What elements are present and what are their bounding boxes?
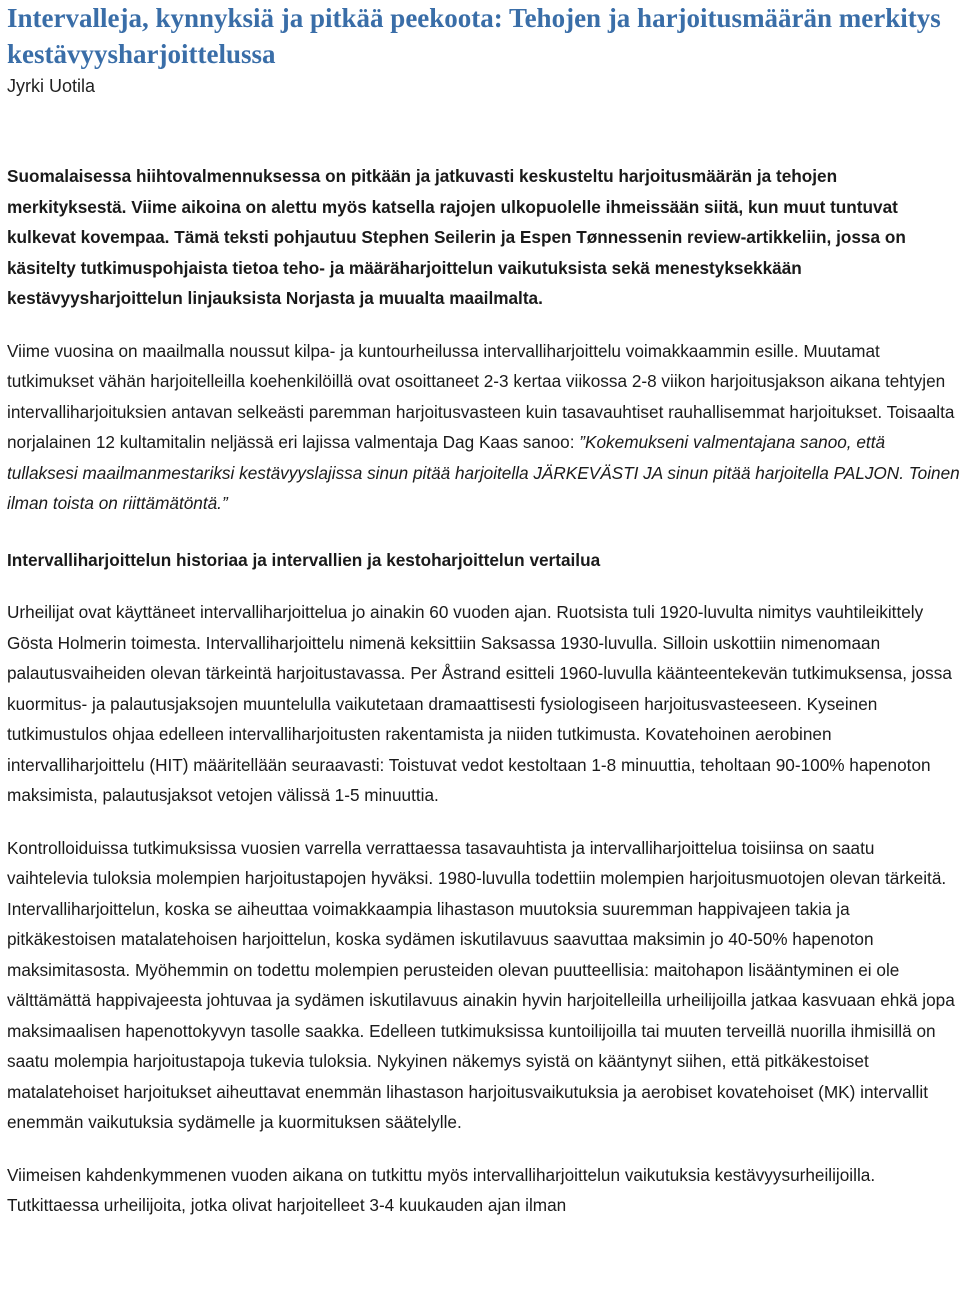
document-page	[7, 0, 960, 1221]
paragraph-interval-popularity	[7, 336, 960, 519]
section-heading: Intervalliharjoittelun historiaa ja intervallien ja kestoharjoittelun vertailua	[7, 549, 601, 570]
intro-source-text: Tämä teksti pohjautuu Stephen Seilerin ja Espen Tønnessenin review-artikkeliin, jossa on käsitelty tutkimuspohjaista tietoa teho- ja määräharjoittelun vaikutuksista sekä menestyksekkään kestävyysharjoittelun linjauksista Norjasta ja muualta maailmalta.	[7, 227, 906, 308]
coach-quote: ”Kokemukseni valmentajana sanoo, että tullaksesi maailmanmestariksi kestävyyslajissa sinun pitää harjoitella JÄRKEVÄSTI JA sinun pitää harjoitella PALJON. Toinen ilman toista on riittämätöntä.”	[7, 432, 960, 513]
page-title: Intervalleja, kynnyksiä ja pitkää peekoota: Tehojen ja harjoitusmäärän merkitys kestävyysharjoittelussa	[7, 3, 941, 69]
intro-bold-text: Suomalaisessa hiihtovalmennuksessa on pitkään ja jatkuvasti keskusteltu harjoitusmäärän ja tehojen merkityksestä. Viime aikoina on alettu myös katsella rajojen ulkopuolelle ihmeissään siitä, kun muut tuntuvat kulkevat kovempaa.	[7, 166, 898, 247]
paragraph-text: Viime vuosina on maailmalla noussut kilpa- ja kuntourheilussa intervalliharjoittelu voimakkaammin esille. Muutamat tutkimukset vähän harjoitelleilla koehenkilöillä ovat osoittaneet 2-3 kertaa viikossa 2-8 viikon harjoitusjakson aikana tehtyjen intervalliharjoituksien antavan selkeästi paremman harjoitusvasteen kuin tasavauhtiset rauhallisemmat harjoitukset. Toisaalta norjalainen 12 kultamitalin neljässä eri lajissa valmentaja Dag Kaas sanoo:	[7, 340, 955, 452]
intro-paragraph	[7, 161, 960, 314]
paragraph-controlled-studies: Kontrolloiduissa tutkimuksissa vuosien varrella verrattaessa tasavauhtista ja intervalliharjoittelua toisiinsa on saatu vaihtelevia tuloksia molempien harjoitustapojen hyväksi. 1980-luvulla todettiin molempien harjoitusmuotojen olevan tärkeitä. Intervalliharjoittelun, koska se aiheuttaa voimakkaampia lihastason muutoksia suuremman happivajeen takia ja pitkäkestoisen matalatehoisen harjoittelun, koska sydämen iskutilavuus saavuttaa maksimin jo 40-50% hapenoton maksimitasosta. Myöhemmin on todettu molempien perusteiden olevan puutteellisia: maitohapon lisääntyminen ei ole välttämättä happivajeesta johtuvaa ja sydämen iskutilavuus ainakin hyvin harjoitelleilla urheilijoilla jatkaa kasvuaan ehkä jopa maksimaalisen hapenottokyvyn tasolle saakka. Edelleen tutkimuksissa kuntoilijoilla tai muuten terveillä nuorilla ihmisillä on saatu molempia harjoitustapoja tukevia tuloksia. Nykyinen näkemys syistä on kääntynyt siihen, että pitkäkestoiset matalatehoiset harjoitukset aiheuttavat enemmän lihastason harjoitusvaikutuksia ja aerobiset kovatehoiset (MK) intervallit enemmän vaikutuksia sydämelle ja kuormituksen säätelylle.	[7, 837, 955, 1132]
author-name: Jyrki Uotila	[7, 76, 96, 96]
paragraph-athlete-studies: Viimeisen kahdenkymmenen vuoden aikana on tutkittu myös intervalliharjoittelun vaikutuksia kestävyysurheilijoilla. Tutkittaessa urheilijoita, jotka olivat harjoitelleet 3-4 kuukauden ajan ilman	[7, 1164, 876, 1215]
paragraph-history: Urheilijat ovat käyttäneet intervalliharjoittelua jo ainakin 60 vuoden ajan. Ruotsista tuli 1920-luvulta nimitys vauhtileikittely Gösta Holmerin toimesta. Intervalliharjoittelu nimenä keksittiin Saksassa 1930-luvulla. Silloin uskottiin nimenomaan palautusvaiheiden olevan tärkeintä harjoitustavassa. Per Åstrand esitteli 1960-luvulla käänteentekevän tutkimuksensa, jossa kuormitus- ja palautusjaksojen muuntelulla vaikutetaan dramaattisesti fysiologiseen harjoitusvasteeseen. Kyseinen tutkimustulos ohjaa edelleen intervalliharjoitusten rakentamista ja niiden tutkimusta. Kovatehoinen aerobinen intervalliharjoittelu (HIT) määritellään seuraavasti: Toistuvat vedot kestoltaan 1-8 minuuttia, teholtaan 90-100% hapenoton maksimista, palautusjaksot vetojen välissä 1-5 minuuttia.	[7, 602, 952, 805]
